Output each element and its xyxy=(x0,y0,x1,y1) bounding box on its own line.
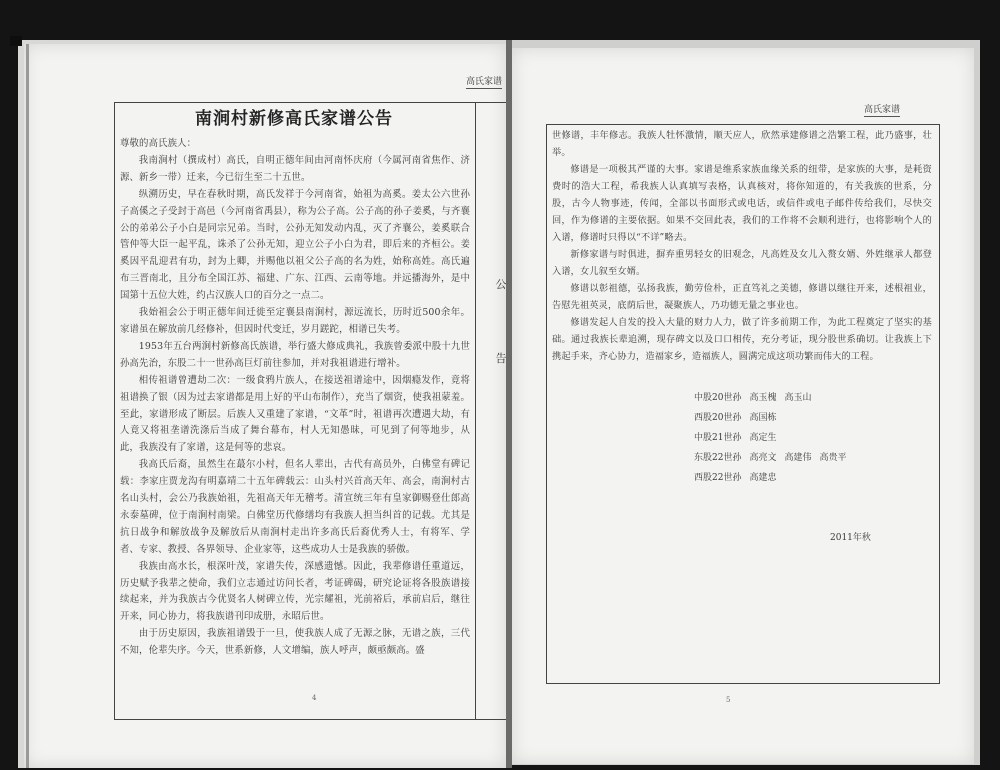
greeting: 尊敬的高氏族人： xyxy=(120,138,197,149)
name-cell: 高国栋 xyxy=(749,412,777,423)
name-cell: 高建伟 xyxy=(784,452,812,463)
name-cell: 高玉山 xyxy=(784,392,812,403)
lineage-cell: 中股21世孙 xyxy=(694,432,742,443)
signatory-row xyxy=(694,406,855,426)
signatory-row xyxy=(694,426,855,446)
paragraph: 修谱发起人自发的投入大量的财力人力，做了许多前期工作，为此工程奠定了坚实的基础。通过我族长辈追溯，现存碑文以及口口相传，充分考证，现分股世系确切。让我族上下携起手来，齐心协力，造福家乡，造福族人，圆满完成这项功繁而伟大的工程。 xyxy=(552,317,932,362)
name-cell xyxy=(784,466,819,486)
name-cell xyxy=(819,426,854,446)
name-cell xyxy=(819,406,854,426)
paragraph: 纵溯历史，早在春秋时期，高氏发祥于今河南省，始祖为高奚。姜太公六世孙子高傒之子受封于高邑（今河南省禹县），称为公子高。公子高的孙子姜奚，与齐襄公的弟弟公子小白是同宗兄弟。当时，公孙无知发动内乱，灭了齐襄公，姜奚联合管仲等大臣一起平乱，诛杀了公孙无知，迎立公子小白为君，即后来的齐桓公。姜奚因平乱迎君有功，封为上卿，并赐他以祖父公子高的名为姓，始称高姓。高氏遍布三晋南北，且分布全国江苏、福建、广东、江西、云南等地。并远播海外，是中国第十五位大姓，约占汉族人口的百分之一点二。 xyxy=(120,188,470,302)
name-cell: 高定生 xyxy=(749,432,777,443)
right-running-header: 高氏家谱 xyxy=(864,102,900,117)
left-body-text xyxy=(120,136,470,660)
paragraph: 1953年五台两涧村新修高氏族谱，举行盛大修成典礼，我族曾委派中股十九世孙高先治，东股二十一世孙高巨灯前往参加，并对我祖谱进行增补。 xyxy=(120,340,470,369)
paragraph: 我族由高水长，根深叶茂，家谱失传，深感遗憾。因此，我辈修谱任重道远，历史赋予我辈之使命，我们立志通过访问长者，考证碑碣，研究论证将各股族谱接续起来，并为我族古今优贤名人树碑立传，光宗耀祖，光前裕后，承前启后，继往开来，同心协力，将我族谱刊印成册，永昭后世。 xyxy=(120,560,470,623)
margin-label-gong: 公 xyxy=(495,278,507,291)
signatory-row xyxy=(694,446,855,466)
right-body-text xyxy=(552,127,932,365)
name-cell: 高亮文 xyxy=(749,452,777,463)
name-cell: 高建忠 xyxy=(749,472,777,483)
paragraph: 我始祖会公于明正德年间迁徙至定襄县南涧村，源远流长，历时近500余年。家谱虽在解放前几经修补，但因时代变迁，岁月蹉跎，相谱已失考。 xyxy=(120,307,470,335)
paragraph: 我高氏后裔，虽然生在蕞尔小村，但名人辈出，古代有高员外，白佛堂有碑记载：李家庄贾龙沟有明嘉靖二十五年碑载云：山头村兴首高天年、高会，南涧村古名山头村，会公乃我族始祖，先祖高天年无稽考。清宣统三年有皇家御赐登仕郎高永泰墓碑，位于南涧村南梁。白佛堂历代修缮均有我族人担当纠首的记载。尤其是抗日战争和解放战争及解放后从南涧村走出许多高氏后裔优秀人士，有将军、学者、专家、教授、各界领导、企业家等，这些成功人士是我族的骄傲。 xyxy=(120,459,470,555)
name-cell: 高贵平 xyxy=(819,452,847,463)
corner-clip-mark xyxy=(10,36,22,46)
signatories-table xyxy=(694,386,855,486)
name-cell xyxy=(819,386,854,406)
name-cell: 高玉槐 xyxy=(749,392,777,403)
paragraph: 相传祖谱曾遭劫二次：一级食鸦片族人，在接送祖谱途中，因烟瘾发作，竟将祖谱换了银（因为过去家谱都是用上好的平山布制作），充当了烟资，使我祖蒙羞。至此，家谱形成了断层。后族人又重建了家谱，“文革”时，祖谱再次遭遇大劫，有人竟又将祖垄谱洗涤后当成了舞台幕布，村人无知愚昧，可见到了何等地步，从此，我族没有了家谱，这是何等的悲哀。 xyxy=(120,374,470,454)
signatory-row xyxy=(694,386,855,406)
left-page xyxy=(24,44,506,768)
paragraph: 修谱以彰祖德，弘扬我族，勤劳俭朴，正直笃礼之美德，修谱以继往开来，述根祖业，告慰先祖英灵，底荫后世，凝聚族人，乃功德无量之事业也。 xyxy=(552,283,932,311)
left-running-header: 高氏家谱 xyxy=(466,74,502,89)
margin-label-gao: 告 xyxy=(495,352,507,365)
lineage-cell: 东股22世孙 xyxy=(694,452,742,463)
paragraph: 由于历史原因，我族祖谱毁于一旦，使我族人成了无源之脉，无谱之族，三代不知，伦辈失序。今天，世系新修，人文增编，族人呼声，颇亟颇高。盛 xyxy=(120,628,470,657)
paragraph: 世修谱，丰年修志。我族人牡怀激情，顺天应人，欣然承建修谱之浩繁工程，此乃盛事，壮举。 xyxy=(552,130,932,158)
name-cell xyxy=(784,406,819,426)
left-page-number: 4 xyxy=(312,694,317,702)
paragraph: 我南涧村（撰成村）高氏，自明正德年间由河南怀庆府（今属河南省焦作、济源、新乡一带）迁来，今已衍生至二十五世。 xyxy=(120,154,470,183)
lineage-cell: 西股20世孙 xyxy=(694,412,742,423)
spine-shadow xyxy=(506,40,512,768)
paragraph: 修谱是一项极其严谨的大事。家谱是维系家族血缘关系的纽带，是家族的大事，是耗资费时的浩大工程，希我族人认真填写表格，认真核对，将你知道的，有关我族的世系，分股，古今人物事迹，传闻，全部以书面形式或电话，或信件或电子邮件传给我们，尽快交回，作为修谱的主要依据。如果不交回此表，我们的工作将不会顺利进行，也将影响个人的入谱，修谱时只得以“不详”略去。 xyxy=(552,164,932,243)
lineage-cell: 中股20世孙 xyxy=(694,392,742,403)
paragraph: 新修家谱与时俱进，摒弃重男轻女的旧观念，凡高姓及女儿入赘女婿、外姓继承人都登入谱，女儿叙至女婿。 xyxy=(552,249,932,277)
signatory-row xyxy=(694,466,855,486)
lineage-cell: 西股22世孙 xyxy=(694,472,742,483)
right-page-number: 5 xyxy=(726,696,731,704)
notice-title: 南涧村新修高氏家谱公告 xyxy=(195,109,393,129)
name-cell xyxy=(819,466,854,486)
name-cell xyxy=(784,426,819,446)
right-page xyxy=(512,48,974,764)
notice-date: 2011年秋 xyxy=(830,533,871,543)
binding-mark xyxy=(26,44,29,768)
